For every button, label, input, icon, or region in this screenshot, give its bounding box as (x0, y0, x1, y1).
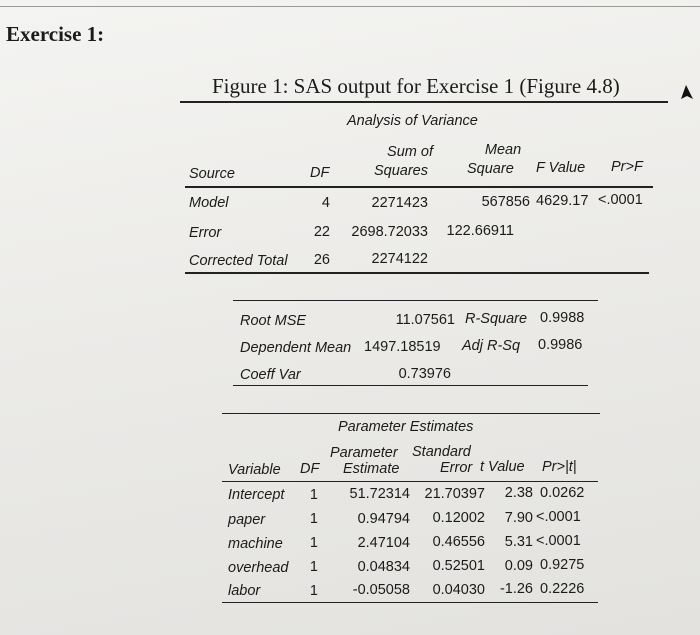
params-row-intercept-df: 1 (309, 487, 318, 503)
anova-row-total-ss: 2274122 (371, 251, 428, 267)
anova-row-total-df: 26 (313, 252, 330, 268)
params-row-machine-variable: machine (228, 536, 283, 552)
anova-row-model-f: 4629.17 (536, 193, 589, 209)
mouse-cursor-icon (678, 83, 696, 103)
caption-underline (180, 101, 668, 103)
fit-dep-mean-label: Dependent Mean (240, 340, 352, 356)
anova-row-model-source: Model (189, 195, 229, 211)
params-row-overhead-p: 0.9275 (540, 557, 585, 573)
params-row-machine-se: 0.46556 (432, 534, 485, 550)
anova-header-ms-line2: Square (467, 161, 514, 177)
anova-header-ss-line2: Squares (373, 163, 428, 179)
params-top-rule (222, 413, 600, 414)
anova-row-model-p: <.0001 (598, 192, 643, 208)
params-row-machine-df: 1 (309, 535, 318, 551)
fit-coeff-var-label: Coeff Var (240, 367, 301, 383)
anova-row-error-ms: 122.66911 (446, 223, 514, 239)
params-row-overhead-variable: overhead (228, 560, 289, 576)
anova-header-rule (185, 186, 653, 188)
params-row-paper-se: 0.12002 (432, 510, 485, 526)
anova-title: Analysis of Variance (347, 113, 478, 129)
anova-header-pr: Pr>F (611, 159, 643, 175)
params-row-overhead-est: 0.04834 (357, 559, 410, 575)
fit-adjrsq-label: Adj R-Sq (462, 338, 521, 354)
fit-rsq-label: R-Square (465, 311, 528, 327)
params-row-overhead-se: 0.52501 (432, 558, 485, 574)
anova-row-model-ms: 567856 (481, 194, 530, 210)
fit-dep-mean-value: 1497.18519 (364, 339, 441, 355)
params-row-paper-est: 0.94794 (357, 511, 410, 527)
fit-root-mse-value: 11.07561 (395, 312, 455, 328)
anova-row-error-source: Error (189, 225, 222, 241)
params-row-labor-df: 1 (309, 583, 318, 599)
params-row-intercept-variable: Intercept (228, 487, 285, 503)
fit-rsq-value: 0.9988 (540, 310, 585, 326)
params-row-labor-t: -1.26 (499, 581, 533, 597)
params-header-p: Pr>|t| (542, 459, 577, 475)
params-header-df: DF (300, 461, 320, 477)
params-row-overhead-t: 0.09 (504, 558, 533, 574)
params-row-intercept-est: 51.72314 (349, 486, 410, 502)
params-row-labor-se: 0.04030 (432, 582, 485, 598)
anova-row-error-ss: 2698.72033 (351, 224, 428, 240)
anova-header-ss-line1: Sum of (387, 144, 433, 160)
anova-bottom-rule (185, 272, 649, 274)
params-row-intercept-se: 21.70397 (424, 486, 485, 502)
anova-row-error-df: 22 (313, 224, 330, 240)
params-row-machine-est: 2.47104 (357, 535, 410, 551)
params-row-machine-t: 5.31 (504, 534, 533, 550)
params-bottom-rule (222, 602, 598, 603)
fit-adjrsq-value: 0.9986 (538, 337, 583, 353)
params-header-est-line2: Estimate (343, 461, 400, 477)
params-row-machine-p: <.0001 (536, 533, 581, 549)
params-row-paper-df: 1 (309, 511, 318, 527)
params-row-paper-variable: paper (228, 512, 266, 528)
params-header-se-line1: Standard (412, 444, 471, 460)
anova-row-total-source: Corrected Total (189, 253, 288, 269)
anova-header-source: Source (189, 166, 235, 182)
params-row-labor-p: 0.2226 (540, 581, 585, 597)
anova-row-model-ss: 2271423 (371, 195, 428, 211)
exercise-heading: Exercise 1: (6, 22, 105, 46)
params-row-overhead-df: 1 (309, 559, 318, 575)
params-row-paper-p: <.0001 (536, 509, 581, 525)
fit-coeff-var-value: 0.73976 (398, 366, 451, 382)
anova-row-model-df: 4 (321, 195, 330, 211)
params-title: Parameter Estimates (338, 419, 474, 435)
params-row-labor-variable: labor (228, 583, 261, 599)
params-header-se-line2: Error (440, 460, 473, 476)
params-row-paper-t: 7.90 (504, 510, 533, 526)
params-row-intercept-p: 0.0262 (540, 485, 585, 501)
anova-header-ms-line1: Mean (484, 142, 522, 158)
params-row-intercept-t: 2.38 (504, 485, 533, 501)
params-header-rule (222, 481, 598, 482)
params-header-est-line1: Parameter (330, 445, 398, 461)
fit-root-mse-label: Root MSE (240, 313, 307, 329)
figure-caption: Figure 1: SAS output for Exercise 1 (Figure 4.8) (212, 74, 620, 98)
anova-header-df: DF (310, 165, 330, 181)
top-border-line (0, 6, 700, 7)
params-header-t: t Value (480, 459, 525, 475)
params-header-variable: Variable (228, 462, 281, 478)
params-row-labor-est: -0.05058 (352, 582, 410, 598)
fit-bottom-rule (233, 385, 588, 386)
anova-header-fvalue: F Value (536, 160, 586, 176)
fit-top-rule (233, 300, 598, 301)
